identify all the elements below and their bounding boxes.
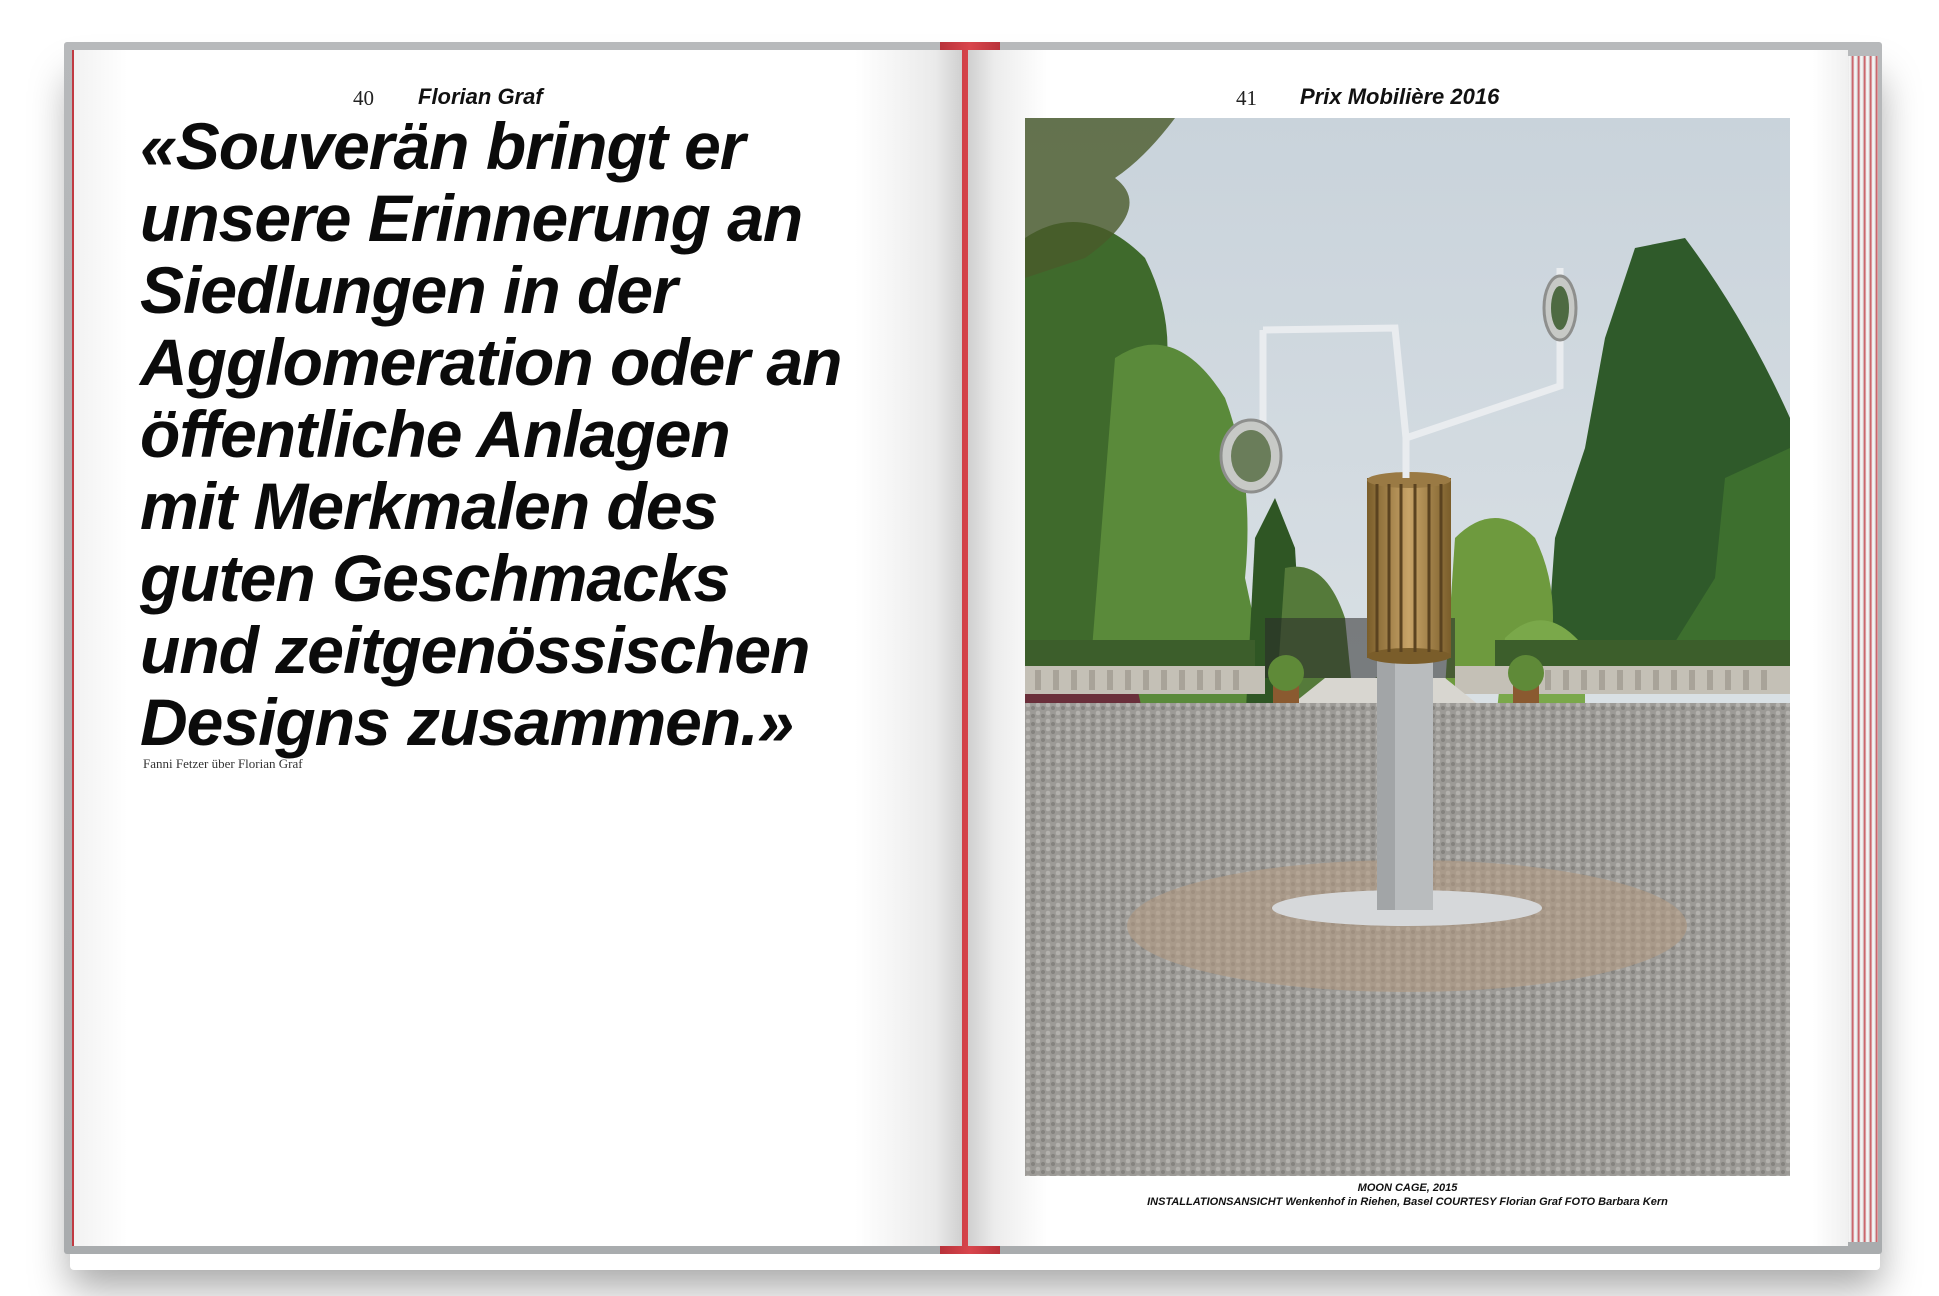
left-page-number: 40 bbox=[353, 86, 374, 110]
quote-line: Agglomeration oder an bbox=[140, 325, 842, 399]
quote-attribution: Fanni Fetzer über Florian Graf bbox=[143, 756, 303, 771]
quote-line: Siedlungen in der bbox=[140, 253, 677, 327]
quote-line: «Souverän bringt er bbox=[140, 109, 745, 183]
page-edges bbox=[1848, 56, 1878, 1242]
photo-illustration bbox=[1025, 118, 1790, 1176]
right-running-head: Prix Mobilière 2016 bbox=[1300, 84, 1500, 109]
quote-line: mit Merkmalen des bbox=[140, 469, 718, 543]
quote-line: und zeitgenössischen bbox=[140, 613, 810, 687]
quote-line: Designs zusammen.» bbox=[140, 685, 794, 759]
photo-caption-credit: INSTALLATIONSANSICHT Wenkenhof in Riehen, Basel COURTESY Florian Graf FOTO Barbara Kern bbox=[1147, 1196, 1668, 1208]
quote-line: unsere Erinnerung an bbox=[140, 181, 803, 255]
pull-quote bbox=[140, 110, 930, 758]
photo-caption-title: MOON CAGE, 2015 bbox=[1357, 1182, 1458, 1194]
quote-line: guten Geschmacks bbox=[140, 541, 730, 615]
installation-photo bbox=[1025, 118, 1790, 1176]
left-running-head: Florian Graf bbox=[418, 84, 543, 109]
right-page-number: 41 bbox=[1236, 86, 1257, 110]
quote-line: öffentliche Anlagen bbox=[140, 397, 730, 471]
